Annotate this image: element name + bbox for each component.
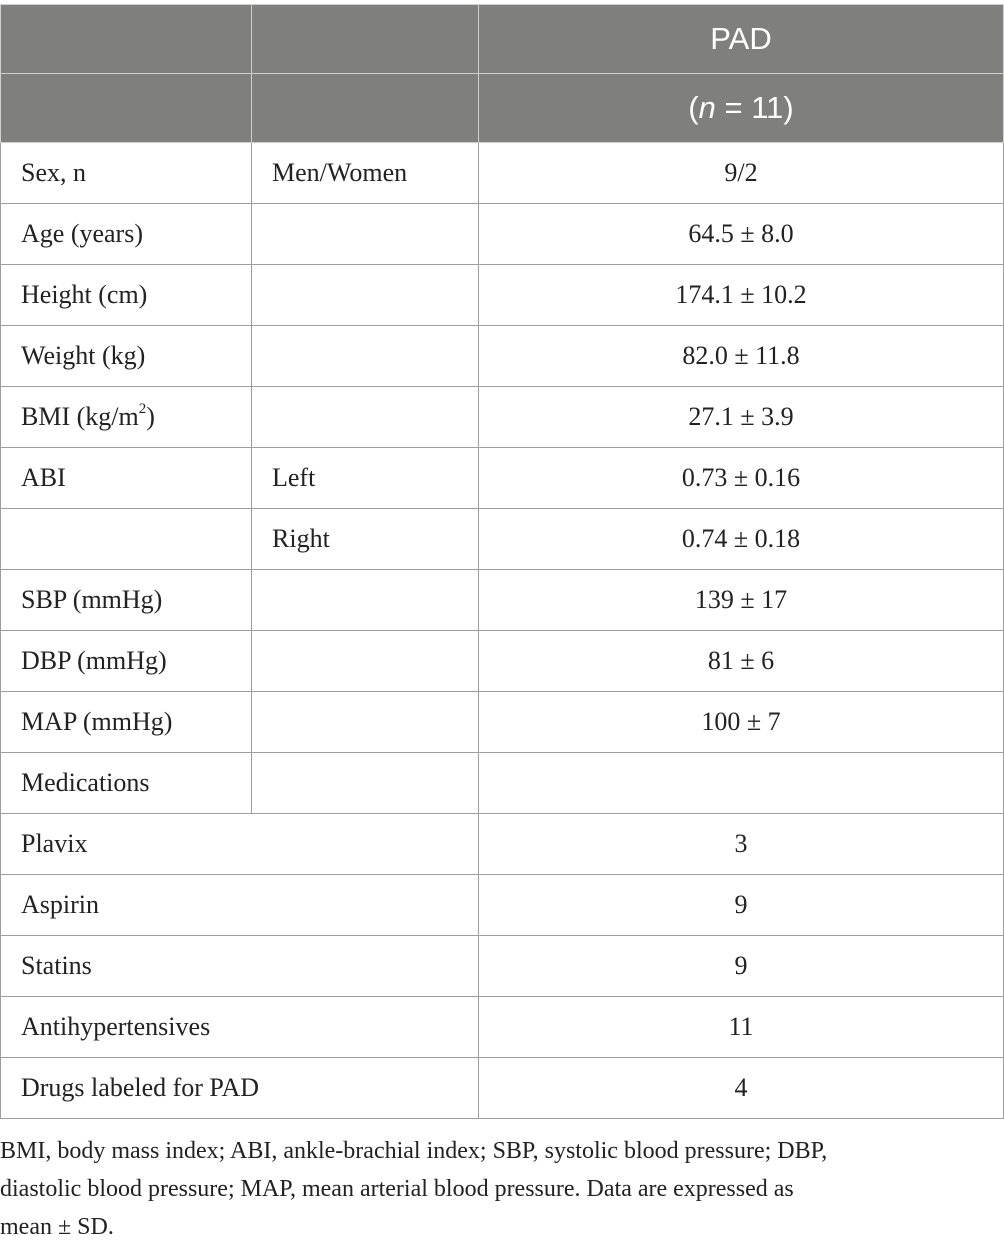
table-row: [1, 143, 1004, 204]
row-value: 64.5 ± 8.0: [479, 204, 1004, 265]
table-row: [1, 570, 1004, 631]
row-value: 0.74 ± 0.18: [479, 509, 1004, 570]
row-value: 27.1 ± 3.9: [479, 387, 1004, 448]
medication-row: [1, 1058, 1004, 1119]
medication-count: 9: [479, 936, 1004, 997]
row-sublabel: Left: [252, 448, 479, 509]
row-label: Medications: [1, 753, 252, 814]
table-row: [1, 387, 1004, 448]
row-label: [1, 509, 252, 570]
n-value: = 11): [715, 90, 794, 125]
table-row: [1, 753, 1004, 814]
medication-label: Antihypertensives: [1, 997, 479, 1058]
footnote-line: diastolic blood pressure; MAP, mean arterial blood pressure. Data are expressed as: [0, 1176, 794, 1202]
row-label: Sex, n: [1, 143, 252, 204]
table-row: [1, 509, 1004, 570]
row-label: MAP (mmHg): [1, 692, 252, 753]
medication-row: [1, 814, 1004, 875]
row-label: DBP (mmHg): [1, 631, 252, 692]
header-row-n: [1, 74, 1004, 143]
row-sublabel: [252, 265, 479, 326]
medication-row: [1, 875, 1004, 936]
medication-label: Drugs labeled for PAD: [1, 1058, 479, 1119]
row-sublabel: [252, 204, 479, 265]
header-blank-4: [252, 74, 479, 143]
medication-label: Plavix: [1, 814, 479, 875]
n-symbol: n: [698, 90, 716, 125]
row-label: SBP (mmHg): [1, 570, 252, 631]
characteristics-table: [0, 4, 1004, 1119]
medication-count: 11: [479, 997, 1004, 1058]
row-label: Height (cm): [1, 265, 252, 326]
row-label: ABI: [1, 448, 252, 509]
row-label: [1, 387, 252, 448]
medication-count: 9: [479, 875, 1004, 936]
table-row: [1, 448, 1004, 509]
medication-label: Statins: [1, 936, 479, 997]
header-row-group: [1, 5, 1004, 74]
row-label: Weight (kg): [1, 326, 252, 387]
row-value: 9/2: [479, 143, 1004, 204]
header-blank-1: [1, 5, 252, 74]
footnote-line: BMI, body mass index; ABI, ankle-brachial index; SBP, systolic blood pressure; DBP,: [0, 1138, 828, 1164]
medication-row: [1, 997, 1004, 1058]
table-footnote: [0, 1132, 1000, 1246]
row-sublabel: Right: [252, 509, 479, 570]
table-row: [1, 692, 1004, 753]
header-n-count: [479, 74, 1004, 143]
row-sublabel: [252, 692, 479, 753]
row-value: 100 ± 7: [479, 692, 1004, 753]
bmi-label-post: ): [146, 402, 155, 431]
row-sublabel: [252, 326, 479, 387]
n-open: (: [688, 90, 699, 125]
table-row: [1, 326, 1004, 387]
header-group-label: PAD: [479, 5, 1004, 74]
table-row: [1, 265, 1004, 326]
row-sublabel: [252, 570, 479, 631]
header-blank-2: [252, 5, 479, 74]
row-label: Age (years): [1, 204, 252, 265]
medication-count: 3: [479, 814, 1004, 875]
bmi-label-pre: BMI (kg/m: [21, 402, 139, 431]
bmi-label-sup: 2: [138, 401, 147, 418]
row-value: 174.1 ± 10.2: [479, 265, 1004, 326]
header-blank-3: [1, 74, 252, 143]
row-value: 139 ± 17: [479, 570, 1004, 631]
footnote-line: mean ± SD.: [0, 1214, 114, 1240]
row-sublabel: [252, 753, 479, 814]
medication-row: [1, 936, 1004, 997]
row-value: [479, 753, 1004, 814]
row-sublabel: [252, 387, 479, 448]
row-value: 0.73 ± 0.16: [479, 448, 1004, 509]
table-row: [1, 631, 1004, 692]
row-value: 82.0 ± 11.8: [479, 326, 1004, 387]
medication-label: Aspirin: [1, 875, 479, 936]
row-sublabel: [252, 631, 479, 692]
medication-count: 4: [479, 1058, 1004, 1119]
table-row: [1, 204, 1004, 265]
row-value: 81 ± 6: [479, 631, 1004, 692]
row-sublabel: Men/Women: [252, 143, 479, 204]
